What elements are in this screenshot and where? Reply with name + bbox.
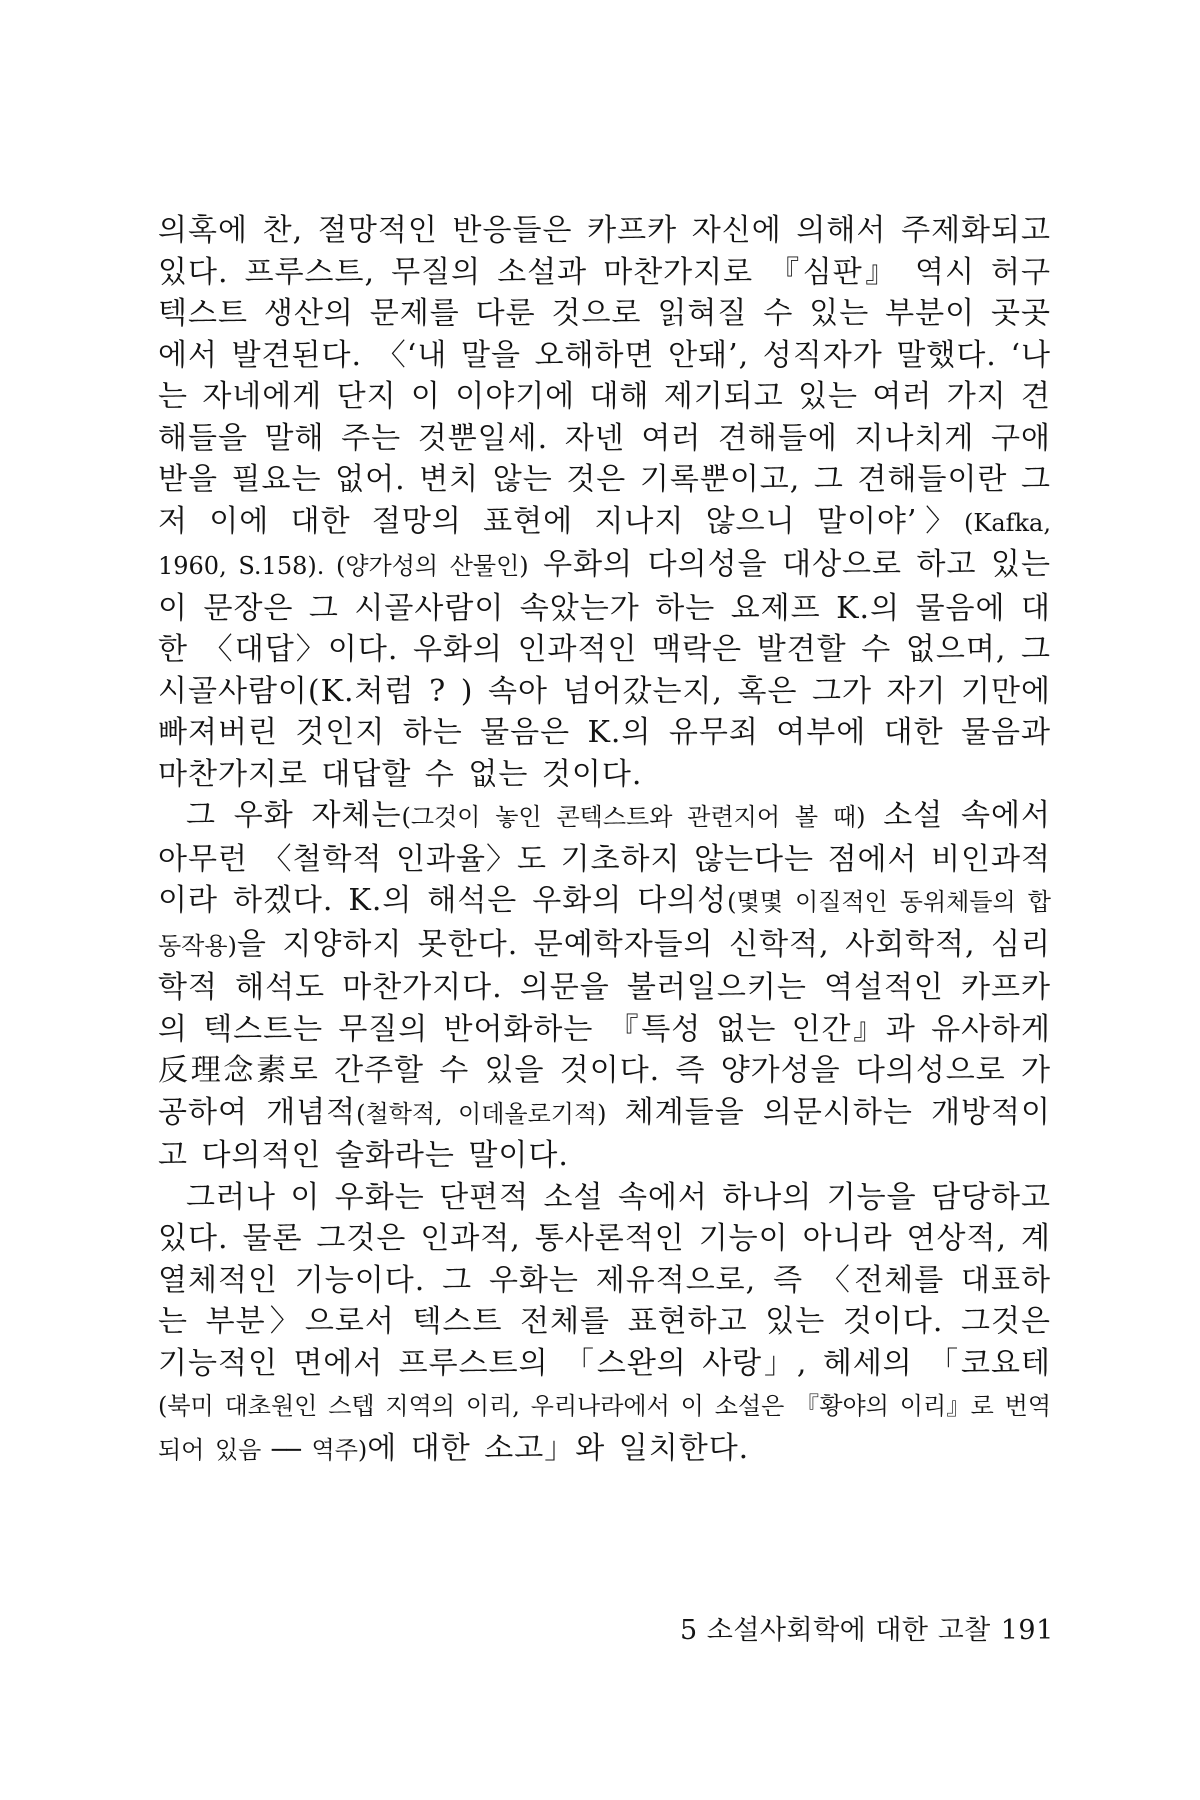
paragraph-text: 그러나 이 우화는 단편적 소설 속에서 하나의 기능을 담당하고 있다. 물론 그것은 인과적, 통사론적인 기능이 아니라 연상적, 계열체적인 기능이다. 그 우화는 제유적으로, 즉 〈전체를 대표하는 부분〉으로서 텍스트 전체를 표현하고 있는 것이다. 그것은 기능적인 면에서 프루스트의 「스완의 사랑」, 헤세의 「코요테 <box>158 1179 1051 1381</box>
paragraph-text: 의혹에 찬, 절망적인 반응들은 카프카 자신에 의해서 주제화되고 있다. 프루스트, 무질의 소설과 마찬가지로 『심판』 역시 허구텍스트 생산의 문제를 다룬 것으로 읽혀질 수 있는 부분이 곳곳에서 발견된다. 〈‘내 말을 오해하면 안돼’, 성직자가 말했다. ‘나는 자네에게 단지 이 이야기에 대해 제기되고 있는 여러 가지 견해들을 말해 주는 것뿐일세. 자넨 여러 견해들에 지나치게 구애받을 필요는 없어. 변치 않는 것은 기록뿐이고, 그 견해들이란 그저 이에 대한 절망의 표현에 지나지 않으니 말이야’〉 <box>158 213 1051 539</box>
running-title: 5 소설사회학에 대한 고찰 <box>680 1615 991 1646</box>
paragraph-text: 에 대한 소고」와 일치한다. <box>367 1430 750 1466</box>
paragraph-text: 소설 속에서 아무런 〈철학적 인과율〉도 기초하지 않는다는 점에서 비인과적이라 하겠다. K.의 해석은 우화의 다의성 <box>158 798 1051 918</box>
paragraph-text: 우화의 다의성을 대상으로 하고 있는 이 문장은 그 시골사람이 속았는가 하는 요제프 K.의 물음에 대한 〈대답〉이다. 우화의 인과적인 맥락은 발견할 수 없으며, 그 시골사람이(K.처럼 ? ) 속아 넘어갔는지, 혹은 그가 자기 기만에 빠져버린 것인지 하는 물음은 K.의 유무죄 여부에 대한 물음과 마찬가지로 대답할 수 없는 것이다. <box>158 547 1051 792</box>
parenthetical-note: (그것이 놓인 콘텍스트와 관련지어 볼 때) <box>401 803 866 831</box>
page-number: 191 <box>1000 1615 1054 1646</box>
paragraph-text: 을 지양하지 못한다. 문예학자들의 신학적, 사회학적, 심리학적 해석도 마찬가지다. 의문을 불러일으키는 역설적인 카프카의 텍스트는 무질의 반어화하는 『특성 없는 인간』과 유사하게 反理念素로 간주할 수 있을 것이다. 즉 양가성을 다의성으로 가공하여 개념적 <box>158 926 1051 1130</box>
paragraph-text: 그 우화 자체는 <box>186 798 402 833</box>
paragraph-2 <box>158 795 1051 1177</box>
translator-note: (북미 대초원인 스텝 지역의 이리, 우리나라에서 이 소설은 『황야의 이리』로 번역되어 있음 ── 역주) <box>158 1392 1051 1464</box>
citation-text: (Kafka, 1960, S.158). (양가성의 산물인) <box>158 508 1051 580</box>
paragraph-1 <box>158 210 1051 795</box>
paragraph-text: 체계들을 의문시하는 개방적이고 다의적인 술화라는 말이다. <box>158 1094 1051 1173</box>
page-footer <box>680 1608 1054 1647</box>
parenthetical-note: (몇몇 이질적인 동위체들의 합동작용) <box>158 888 1051 960</box>
paragraph-3 <box>158 1177 1051 1472</box>
parenthetical-note: (철학적, 이데올로기적) <box>356 1099 607 1128</box>
page-body <box>158 210 1051 1471</box>
